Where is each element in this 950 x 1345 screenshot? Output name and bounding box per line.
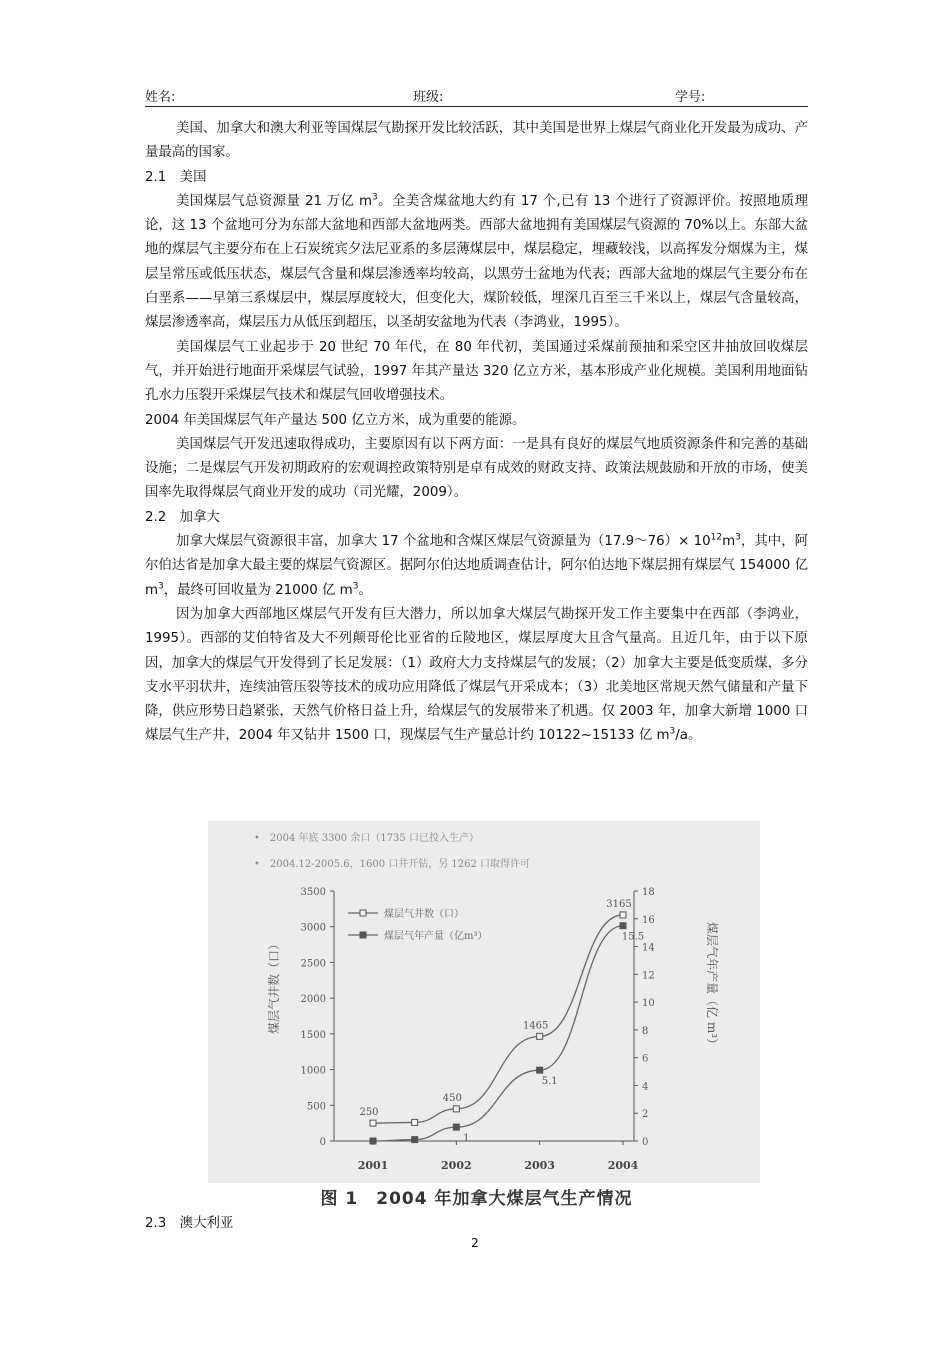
data-point-marker — [370, 1138, 376, 1144]
class-label: 班级: — [413, 90, 444, 105]
legend-marker — [360, 910, 366, 916]
intro-paragraph: 美国、加拿大和澳大利亚等国煤层气勘探开发比较活跃，其中美国是世界上煤层气商业化开发最为成功、产量最高的国家。 — [145, 121, 808, 161]
section-heading-2-2: 2.2 加拿大 — [145, 509, 220, 525]
x-tick-label: 2002 — [441, 1159, 472, 1172]
series-line-1 — [373, 915, 623, 1123]
data-point-marker — [537, 1067, 543, 1073]
name-label: 姓名: — [145, 90, 176, 105]
x-tick-label: 2004 — [607, 1159, 639, 1172]
paragraph-us-2004: 2004 年美国煤层气年产量达 500 亿立方米，成为重要的能源。 — [145, 412, 526, 428]
right-tick-label: 12 — [642, 970, 655, 982]
figure-1 — [208, 821, 760, 1183]
section-heading-2-3: 2.3 澳大利亚 — [145, 1216, 234, 1231]
section-heading-2-1: 2.1 美国 — [145, 169, 207, 185]
x-tick-label: 2001 — [357, 1159, 389, 1172]
left-tick-label: 0 — [319, 1137, 326, 1148]
data-label: 250 — [359, 1107, 379, 1119]
right-tick-label: 2 — [642, 1109, 649, 1121]
left-axis-title: 煤层气井数（口） — [267, 937, 281, 1035]
data-label: 1 — [463, 1133, 470, 1145]
data-point-marker — [370, 1120, 376, 1126]
data-point-marker — [620, 912, 626, 918]
left-tick-label: 2500 — [300, 958, 326, 970]
figure-note-1: • 2004 年底 3300 余口（1735 口已投入生产） — [254, 833, 479, 844]
data-point-marker — [537, 1033, 543, 1039]
right-tick-label: 10 — [642, 998, 655, 1010]
paragraph-us-industry: 美国煤层气工业起步于 20 世纪 70 年代，在 80 年代初，美国通过采煤前预抽和采空区井抽放回收煤层气，并开始进行地面开采煤层气试验，1997 年其产量达 320 亿立方米，基本形成产业化规模。美国利用地面钻孔水力压裂开采煤层气技术和煤层气回收增强技术。 — [145, 339, 808, 404]
left-tick-label: 1000 — [300, 1065, 326, 1077]
left-tick-label: 2000 — [300, 994, 326, 1006]
page-header — [145, 86, 808, 107]
main-text — [145, 117, 808, 749]
legend-marker — [360, 932, 366, 938]
data-point-marker — [412, 1137, 418, 1143]
left-tick-label: 1500 — [300, 1029, 326, 1041]
data-point-marker — [412, 1119, 418, 1125]
paragraph-us-resources: 美国煤层气总资源量 21 万亿 $m^3$。全美含煤盆地大约有 17 个,已有 13 个进行了资源评价。按照地质理论，这 13 个盆地可分为东部大盆地和西部大盆地两类。西部大盆地拥有美国煤层气资源的 70%以上。东部大盆地的煤层气主要分布在上石炭统宾夕法尼亚系的多层薄煤层中，煤层稳定，埋藏较浅，以高挥发分烟煤为主，煤层呈常压或低压状态，煤层气含量和煤层渗透率均较高，以黑劳士盆地为代表；西部大盆地的煤层气主要分布在白垩系——早第三系煤层中，煤层厚度较大，但变化大，煤阶较低，埋深几百至三千米以上，煤层气含量较高，煤层渗透率高，煤层压力从低压到超压，以圣胡安盆地为代表（李鸿业，1995）。 — [145, 192, 808, 331]
right-tick-label: 18 — [642, 887, 655, 898]
figure-note-2: • 2004.12-2005.6，1600 口井开钻，另 1262 口取得许可 — [254, 859, 531, 870]
page-number: 2 — [471, 1236, 479, 1250]
right-tick-label: 8 — [642, 1025, 649, 1037]
right-tick-label: 4 — [642, 1081, 649, 1093]
student-id-label: 学号: — [675, 90, 706, 105]
x-tick-label: 2003 — [524, 1159, 555, 1172]
paragraph-us-success: 美国煤层气开发迅速取得成功，主要原因有以下两方面：一是具有良好的煤层气地质资源条件和完善的基础设施；二是煤层气开发初期政府的宏观调控政策特别是卓有成效的财政支持、政策法规鼓励和开放的市场，使美国率先取得煤层气商业开发的成功（司光耀，2009）。 — [145, 436, 808, 501]
data-label: 1465 — [522, 1020, 549, 1032]
data-label: 5.1 — [541, 1076, 558, 1088]
data-point-marker — [453, 1124, 459, 1130]
data-label: 3165 — [606, 898, 632, 910]
right-tick-label: 14 — [642, 942, 655, 954]
production-chart — [208, 821, 760, 1183]
right-tick-label: 6 — [642, 1053, 649, 1065]
left-tick-label: 3000 — [300, 922, 326, 934]
figure-caption: 图 1 2004 年加拿大煤层气生产情况 — [320, 1189, 633, 1209]
data-label: 450 — [442, 1092, 462, 1104]
legend-label: 煤层气年产量（亿m³） — [384, 931, 488, 942]
paragraph-canada-development: 因为加拿大西部地区煤层气开发有巨大潜力，所以加拿大煤层气勘探开发工作主要集中在西部（李鸿业，1995）。西部的艾伯特省及大不列颠哥伦比亚省的丘陵地区，煤层厚度大且含气量高。且近几年，由于以下原因，加拿大的煤层气开发得到了长足发展：（1）政府大力支持煤层气的发展；（2）加拿大主要是低变质煤，多分支水平羽状井，连续油管压裂等技术的成功应用降低了煤层气开采成本；（3）北美地区常规天然气储量和产量下降，供应形势日趋紧张，天然气价格日益上升，给煤层气的发展带来了机遇。仅 2003 年，加拿大新增 1000 口煤层气生产井，2004 年又钻井 1500 口，现煤层气生产量总计约 10122~15133 亿 $m^3/a$。 — [145, 606, 808, 744]
data-point-marker — [453, 1106, 459, 1112]
legend-label: 煤层气井数（口） — [384, 909, 464, 920]
right-tick-label: 16 — [642, 914, 655, 926]
data-point-marker — [620, 923, 626, 929]
right-tick-label: 0 — [642, 1137, 649, 1148]
right-axis-title: 煤层气年产量（亿 m³） — [705, 921, 719, 1051]
series-line-2 — [373, 926, 623, 1141]
data-label: 15.5 — [621, 931, 645, 943]
paragraph-canada-resources: 加拿大煤层气资源很丰富，加拿大 17 个盆地和含煤区煤层气资源量为（17.9～76）× $10^{12}m^3$，其中，阿尔伯达省是加拿大最主要的煤层气资源区。据阿尔伯达地质调查估计，阿尔伯达地下煤层拥有煤层气 154000 亿 $m^3$，最终可回收量为 21000 亿 $m^3$。 — [145, 532, 809, 598]
left-tick-label: 3500 — [300, 887, 326, 898]
left-tick-label: 500 — [306, 1101, 326, 1113]
